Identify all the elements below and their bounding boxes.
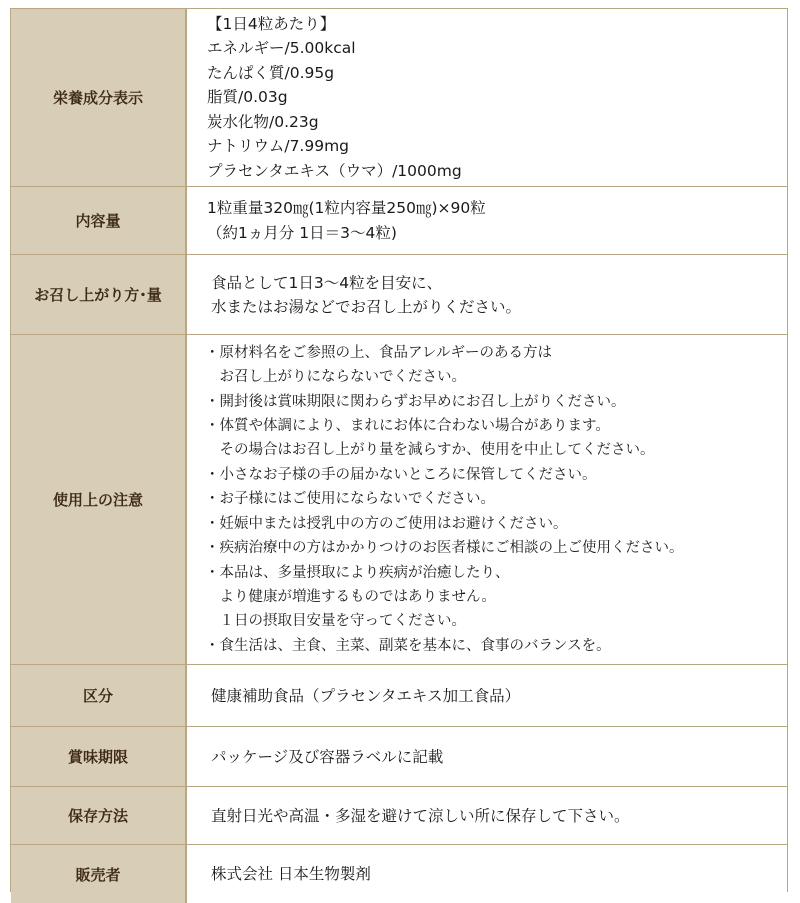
caution-line: ・開封後は賞味期限に関わらずお早めにお召し上がりください。 <box>205 393 626 410</box>
best-before-line: パッケージ及び容器ラベルに記載 <box>211 747 444 766</box>
row-value-seller <box>187 845 787 903</box>
row-label-best-before: 賞味期限 <box>11 727 187 787</box>
row-value-category <box>187 665 787 727</box>
nutrition-line: プラセンタエキス（ウマ）/1000mg <box>207 161 462 180</box>
nutrition-line: たんぱく質/0.95g <box>207 63 335 82</box>
row-label-cautions: 使用上の注意 <box>11 335 187 665</box>
storage-line: 直射日光や高温・多湿を避けて涼しい所に保存して下さい。 <box>211 806 630 825</box>
row-label-nutrition: 栄養成分表示 <box>11 9 187 187</box>
nutrition-line: ナトリウム/7.99mg <box>207 137 350 156</box>
row-value-cautions <box>187 335 787 665</box>
caution-line: ・妊娠中または授乳中の方のご使用はお避けください。 <box>205 515 568 532</box>
content-amount-line: （約1ヵ月分 1日＝3〜4粒) <box>207 223 397 242</box>
row-label-category: 区分 <box>11 665 187 727</box>
row-value-best-before <box>187 727 787 787</box>
content-amount-line: 1粒重量320㎎(1粒内容量250㎎)×90粒 <box>207 199 486 217</box>
dosage-line: 食品として1日3〜4粒を目安に、 <box>211 273 443 292</box>
caution-line: その場合はお召し上がり量を減らすか、使用を中止してください。 <box>205 442 655 459</box>
nutrition-line: 炭水化物/0.23g <box>207 112 319 131</box>
row-label-seller: 販売者 <box>11 845 187 903</box>
caution-line: ・体質や体調により、まれにお体に合わない場合があります。 <box>205 418 610 435</box>
row-value-nutrition <box>187 9 787 187</box>
nutrition-line: 脂質/0.03g <box>207 88 288 107</box>
nutrition-line: 【1日4粒あたり】 <box>207 14 336 33</box>
row-label-storage: 保存方法 <box>11 787 187 845</box>
caution-line: １日の摂取目安量を守ってください。 <box>205 613 466 630</box>
seller-line: 株式会社 日本生物製剤 <box>211 865 371 883</box>
caution-line: ・原材料名をご参照の上、食品アレルギーのある方は <box>205 344 553 361</box>
row-label-dosage: お召し上がり方･量 <box>11 255 187 335</box>
row-value-storage <box>187 787 787 845</box>
caution-line: ・本品は、多量摂取により疾病が治癒したり、 <box>205 564 510 581</box>
caution-line: より健康が増進するものではありません。 <box>205 588 496 605</box>
category-line: 健康補助食品（プラセンタエキス加工食品） <box>211 686 521 705</box>
caution-line: お召し上がりにならないでください。 <box>205 369 466 386</box>
caution-line: ・お子様にはご使用にならないでください。 <box>205 491 495 508</box>
row-label-content-amount: 内容量 <box>11 187 187 255</box>
caution-line: ・疾病治療中の方はかかりつけのお医者様にご相談の上ご使用ください。 <box>205 540 684 557</box>
caution-line: ・食生活は、主食、主菜、副菜を基本に、食事のバランスを。 <box>205 637 611 654</box>
row-value-dosage <box>187 255 787 335</box>
nutrition-line: エネルギー/5.00kcal <box>207 39 356 58</box>
row-value-content-amount <box>187 187 787 255</box>
product-info-table <box>10 8 788 892</box>
dosage-line: 水またはお湯などでお召し上がりください。 <box>211 297 522 316</box>
caution-line: ・小さなお子様の手の届かないところに保管してください。 <box>205 466 597 483</box>
